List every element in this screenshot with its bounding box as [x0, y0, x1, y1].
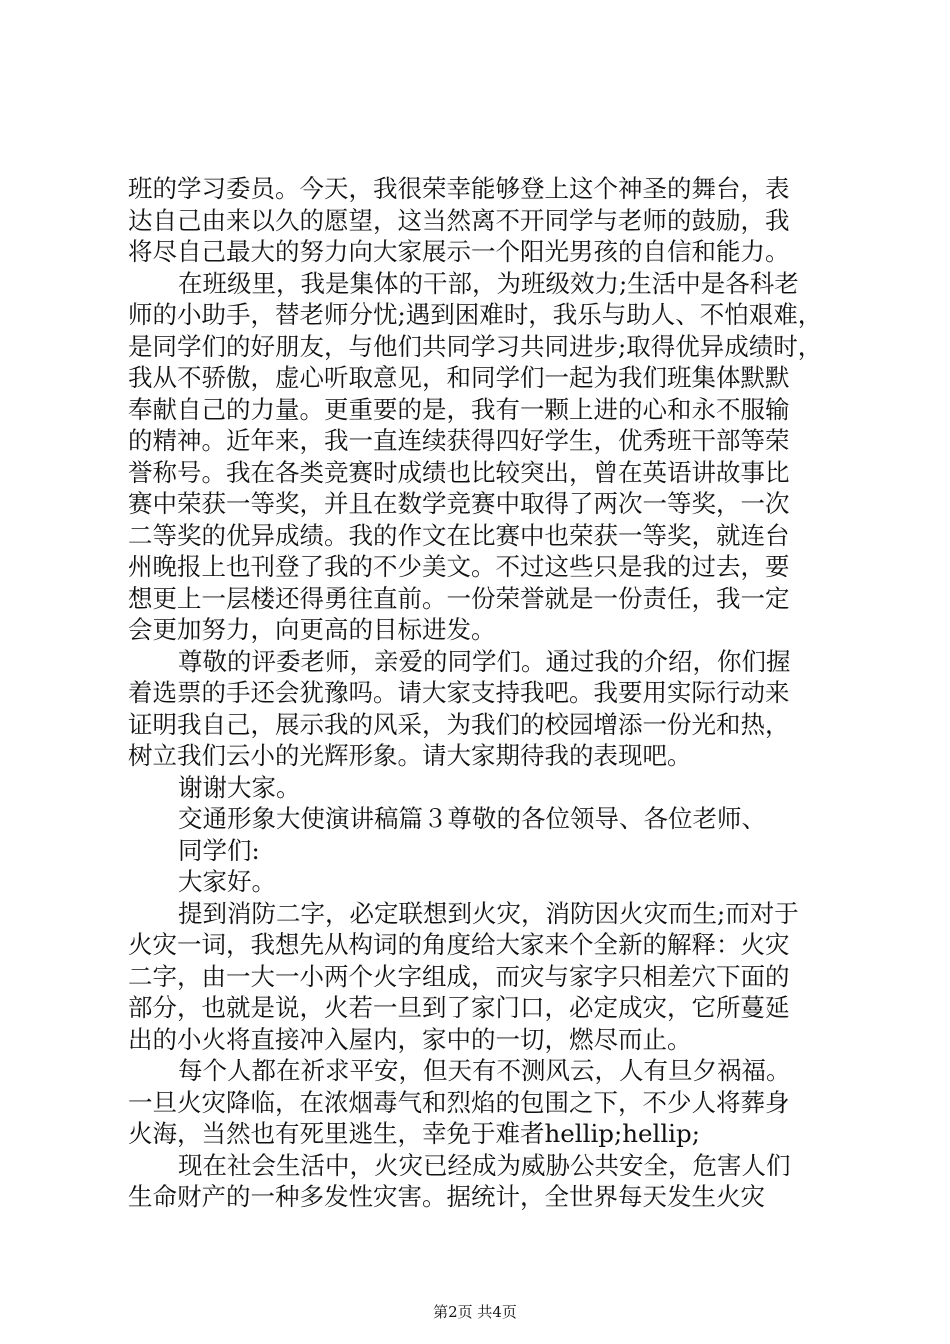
text-line: 证明我自己，展示我的风采，为我们的校园增添一份光和热， — [128, 709, 790, 739]
text-line: 州晚报上也刊登了我的不少美文。不过这些只是我的过去，要 — [128, 552, 790, 581]
text-line: 我从不骄傲，虚心听取意见，和同学们一起为我们班集体默默 — [128, 363, 790, 392]
document-body — [128, 173, 838, 1213]
text-line: 树立我们云小的光辉形象。请大家期待我的表现吧。 — [128, 741, 692, 770]
text-line: 火灾一词，我想先从构词的角度给大家来个全新的解释：火灾 — [128, 930, 790, 959]
text-line: 二字，由一大一小两个火字组成，而灾与家字只相差穴下面的 — [128, 961, 790, 991]
text-line: 提到消防二字，必定联想到火灾，消防因火灾而生;而对于 — [178, 898, 799, 928]
text-line: 谢谢大家。 — [178, 772, 301, 802]
text-line: 每个人都在祈求平安，但天有不测风云，人有旦夕祸福。 — [178, 1056, 791, 1085]
text-line: 同学们: — [178, 835, 260, 865]
text-line: 班的学习委员。今天，我很荣幸能够登上这个神圣的舞台，表 — [128, 174, 790, 203]
page-footer: 第2页 共4页 — [433, 1303, 517, 1321]
text-line: 在班级里，我是集体的干部，为班级效力;生活中是各科老 — [178, 268, 799, 298]
text-line: 将尽自己最大的努力向大家展示一个阳光男孩的自信和能力。 — [128, 237, 790, 266]
text-line: 奉献自己的力量。更重要的是，我有一颗上进的心和永不服输 — [128, 394, 790, 424]
text-line: 生命财产的一种多发性灾害。据统计，全世界每天发生火灾 — [128, 1182, 765, 1211]
text-line: 部分，也就是说，火若一旦到了家门口，必定成灾，它所蔓延 — [128, 993, 790, 1022]
text-line: 的精神。近年来，我一直连续获得四好学生，优秀班干部等荣 — [128, 426, 790, 455]
text-line: 想更上一层楼还得勇往直前。一份荣誉就是一份责任，我一定 — [128, 583, 790, 613]
text-line: 一旦火灾降临，在浓烟毒气和烈焰的包围之下，不少人将葬身 — [128, 1087, 790, 1117]
text-line: 大家好。 — [178, 867, 276, 896]
text-line: 出的小火将直接冲入屋内，家中的一切，燃尽而止。 — [128, 1024, 692, 1054]
text-line: 会更加努力，向更高的目标进发。 — [128, 615, 496, 644]
text-line: 是同学们的好朋友，与他们共同学习共同进步;取得优异成绩时， — [128, 331, 823, 361]
text-line: 誉称号。我在各类竞赛时成绩也比较突出，曾在英语讲故事比 — [128, 457, 790, 487]
text-line: 火海，当然也有死里逃生，幸免于难者hellip;hellip; — [128, 1119, 700, 1148]
text-line: 尊敬的评委老师，亲爱的同学们。通过我的介绍，你们握 — [178, 646, 791, 676]
text-line: 二等奖的优异成绩。我的作文在比赛中也荣获一等奖，就连台 — [128, 520, 790, 550]
text-line: 赛中荣获一等奖，并且在数学竞赛中取得了两次一等奖，一次 — [128, 489, 790, 518]
text-line: 着选票的手还会犹豫吗。请大家支持我吧。我要用实际行动来 — [128, 678, 790, 707]
text-line: 师的小助手，替老师分忧;遇到困难时，我乐与助人、不怕艰难， — [128, 300, 823, 329]
text-line: 交通形象大使演讲稿篇３尊敬的各位领导、各位老师、 — [178, 804, 766, 833]
text-line: 现在社会生活中，火灾已经成为威胁公共安全，危害人们 — [178, 1150, 791, 1180]
text-line: 达自己由来以久的愿望，这当然离不开同学与老师的鼓励，我 — [128, 205, 790, 235]
